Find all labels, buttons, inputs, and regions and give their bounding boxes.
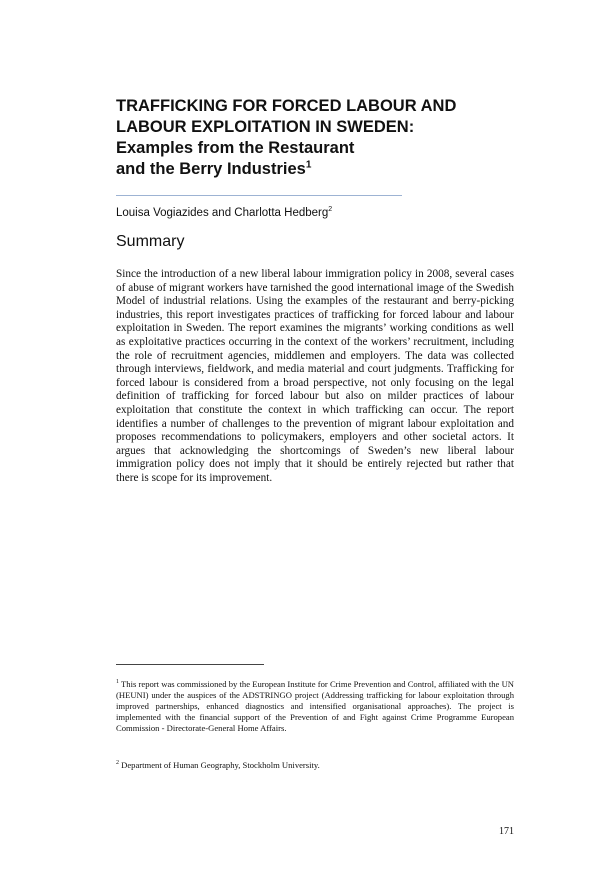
footnote-mark: 1 [116,679,119,685]
subtitle-line: Examples from the Restaurant [116,139,355,157]
subtitle-line-text: and the Berry Industries [116,160,306,178]
title-divider [116,195,402,196]
summary-paragraph: Since the introduction of a new liberal labour immigration policy in 2008, several cases of abuse of migrant workers have tarnished the good international image of the Swedish Model of industrial relations. Using the examples of the restaurant and berry-picking industries, this report investigates practices of trafficking for forced labour and labour exploitation in Sweden. The report examines the migrants’ working conditions as well as exploitative practices occurring in the context of the workers’ recruitment, including the role of recruitment agencies, middlemen and employers. The data was collected through interviews, fieldwork, and media material and court judgments. Trafficking for forced labour is considered from a broad perspective, not only focusing on the legal definition of trafficking for forced labour but also on milder practices of labour exploitation that constitute the context in which trafficking can occur. The report identifies a number of challenges to the prevention of migrant labour exploitation and proposes recommendations to policymakers, employers and other societal actors. It argues that acknowledging the shortcomings of Sweden’s new liberal labour immigration policy does not imply that it should be entirely rejected but rather that there is scope for its improvement. [116,268,514,484]
authors-line [116,206,332,219]
authors-text: Louisa Vogiazides and Charlotta Hedberg [116,206,329,219]
paper-title [116,96,536,180]
subtitle-line [116,159,536,180]
summary-heading: Summary [116,233,185,250]
footnote-divider [116,664,264,665]
footnote-2 [116,758,514,771]
footnote-1 [116,677,514,734]
footnote-mark: 2 [116,760,119,766]
footnote-text: Department of Human Geography, Stockholm University. [119,759,320,770]
title-line: LABOUR EXPLOITATION IN SWEDEN: [116,118,415,136]
title-footnote-mark: 1 [305,159,312,171]
authors-footnote-mark: 2 [328,206,333,213]
page-number: 171 [499,826,514,837]
footnote-text: This report was commissioned by the European Institute for Crime Prevention and Control, affiliated with the UN (HEUNI) under the auspices of the ADSTRINGO project (Addressing trafficking for labour exploitation through improved partnerships, enhanced diagnostics and intensified organisational approaches). The project is implemented with the financial support of the Prevention of and Fight against Crime Programme European Commission - Directorate-General Home Affairs. [116,678,514,733]
title-line: TRAFFICKING FOR FORCED LABOUR AND [116,97,457,115]
